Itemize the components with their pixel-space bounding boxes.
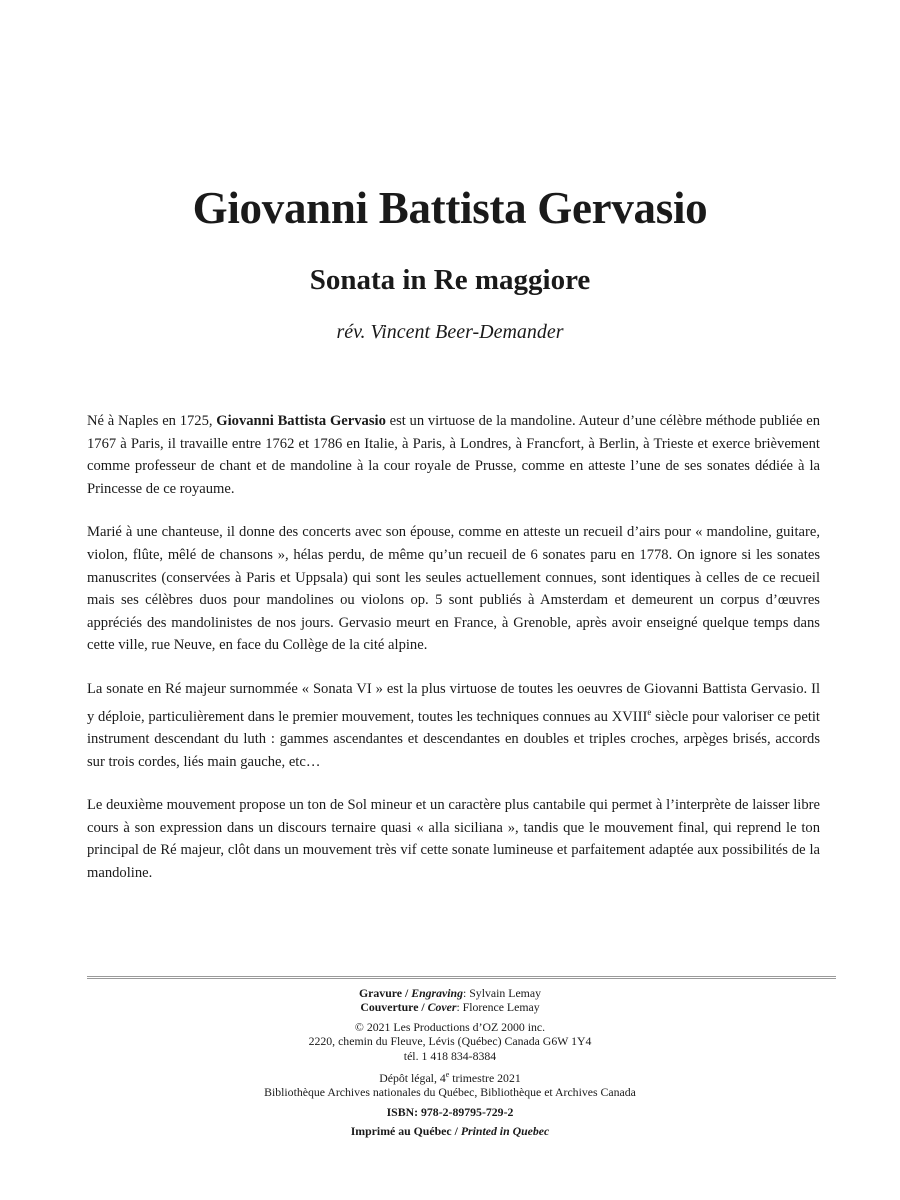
paragraph-2: Marié à une chanteuse, il donne des concerts avec son épouse, comme en atteste un recueil d’airs pour « mandoline, guitare, violon, flûte, mêlé de chansons », hélas perdu, de même qu’un recueil de 6 sonates paru en 1778. On ignore si les sonates manuscrites (conservées à Paris et Uppsala) qui sont les seules actuellement connues, sont identiques à celles de ce recueil mais ses célèbres duos pour mandolines ou violons op. 5 sont publiés à Amsterdam et demeurent un corpus d’œuvres appréciés des mandolinistes de nos jours. Gervasio meurt en France, à Grenoble, après avoir enseigné quelque temps dans cette ville, rue Neuve, en face du Collège de la cité alpine. xyxy=(87,524,820,654)
publisher-address: 2220, chemin du Fleuve, Lévis (Québec) Canada G6W 1Y4 xyxy=(308,1034,592,1049)
paragraph-3-before: La sonate en Ré majeur surnommée « Sonata VI » est la plus virtuose de toutes les oeuvres de Giovanni Battista Gervasio. Il y déploie, particulièrement dans le premier mouvement, toutes les techniques connues au XVIII xyxy=(87,680,820,725)
biography-text xyxy=(87,410,820,906)
page-title: Giovanni Battista Gervasio xyxy=(192,183,708,233)
composer-name: Giovanni Battista Gervasio xyxy=(216,413,386,429)
paragraph-3 xyxy=(87,678,820,773)
paragraph-1-intro: Né à Naples en 1725, xyxy=(87,413,217,429)
paragraph-3-after: siècle pour valoriser ce petit instrument descendant du luth : gammes ascendantes et descendantes en doubles et triples croches, arpèges brisés, accords sur trois cordes, liés main gauche, etc… xyxy=(87,708,820,770)
paragraph-1-rest: est un virtuose de la mandoline. Auteur d’une célèbre méthode publiée en 1767 à Paris, il travaille entre 1762 et 1786 en Italie, à Paris, à Londres, à Francfort, à Berlin, à Trieste et exerce brièvement comme professeur de chant et de mandoline à la cour royale de Prusse, comme en atteste l’une de ses sonates dédiée à la Princesse de ce royaume. xyxy=(87,413,821,497)
engraving-credit: Gravure / Engraving: Sylvain Lemay xyxy=(359,986,541,1000)
cover-credit: Couverture / Cover: Florence Lemay xyxy=(360,1000,540,1015)
legal-deposit: Dépôt légal, 4e trimestre 2021 xyxy=(379,1070,521,1085)
copyright-line: © 2021 Les Productions d’OZ 2000 inc. xyxy=(354,1019,546,1034)
divider xyxy=(87,976,836,979)
page-subtitle: Sonata in Re maggiore xyxy=(309,264,591,296)
paragraph-4: Le deuxième mouvement propose un ton de Sol mineur et un caractère plus cantabile qui permet à l’interprète de laisser libre cours à son expression dans un discours ternaire quasi « alla siciliana », tandis que le mouvement final, qui reprend le ton principal de Ré majeur, clôt dans un mouvement très vif cette sonate lumineuse et parfaitement adaptée aux possibilités de la mandoline. xyxy=(87,797,820,881)
reviser-credit: rév. Vincent Beer-Demander xyxy=(336,321,564,343)
colophon xyxy=(0,986,900,1139)
publisher-phone: tél. 1 418 834-8384 xyxy=(403,1048,497,1063)
isbn: ISBN: 978-2-89795-729-2 xyxy=(386,1104,514,1119)
printed-in: Imprimé au Québec / Printed in Quebec xyxy=(350,1124,550,1139)
paragraph-1 xyxy=(87,410,820,500)
libraries-line: Bibliothèque Archives nationales du Québec, Bibliothèque et Archives Canada xyxy=(264,1085,636,1100)
paragraph-3-superscript: e xyxy=(647,706,652,717)
